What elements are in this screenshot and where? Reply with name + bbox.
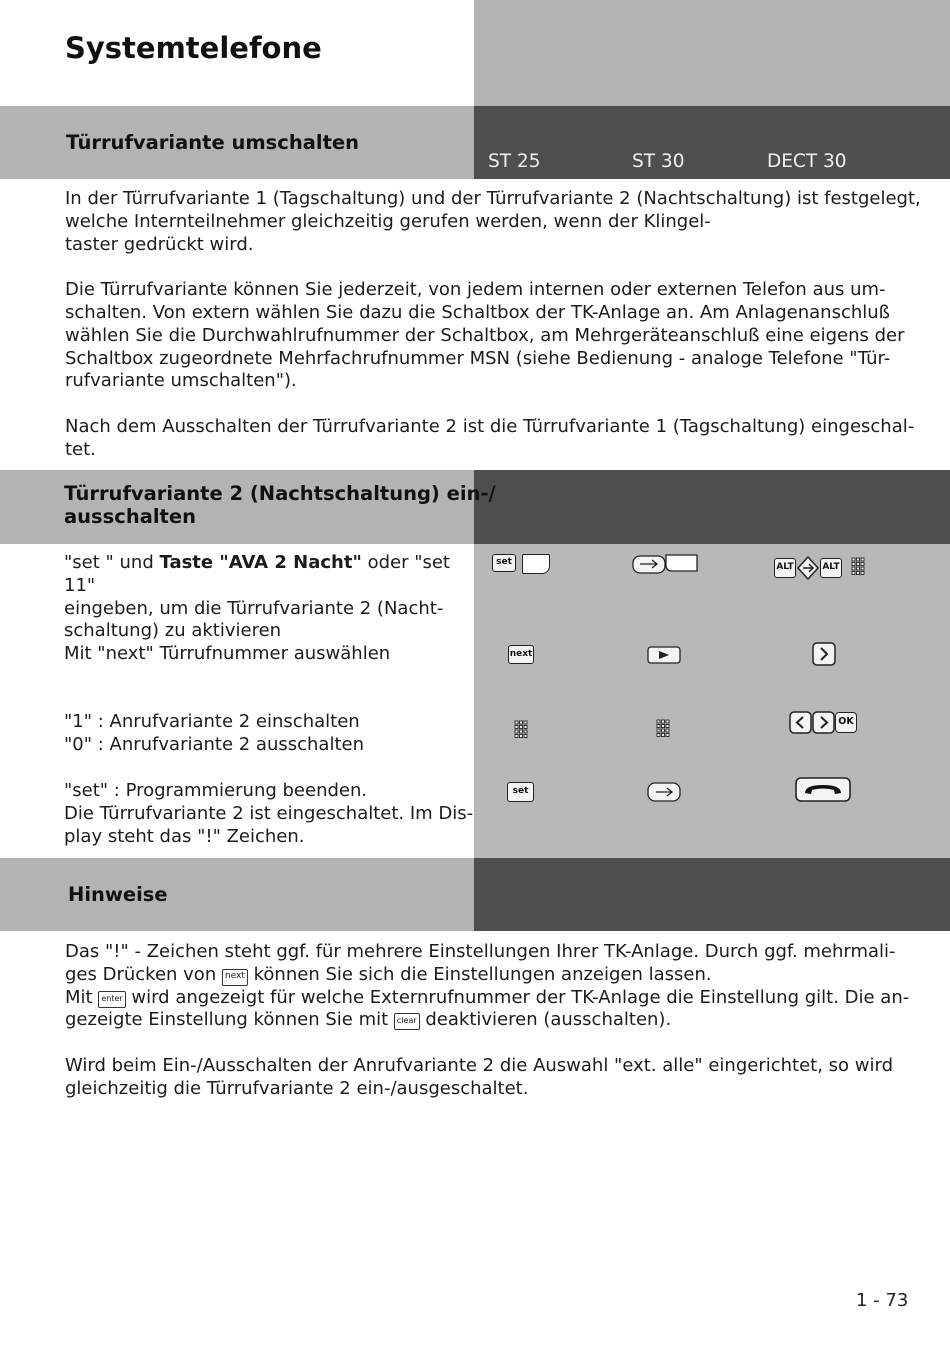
text-line: welche Internteilnehmer gleichzeitig gerufen werden, wenn der Klingel-	[65, 210, 711, 232]
text-line: In der Türrufvariante 1 (Tagschaltung) und der Türrufvariante 2 (Nachtschaltung) ist festgelegt,	[65, 188, 921, 209]
text-line: ges Drücken von	[65, 963, 222, 985]
header-right-panel	[474, 0, 950, 106]
step-digit	[64, 711, 364, 757]
section1-paragraph	[65, 279, 935, 393]
text-line: Nach dem Ausschalten der Türrufvariante 2 ist die Türrufvariante 1 (Tagschaltung) eingeschal-	[65, 415, 915, 437]
alt-key-icon: ALT	[820, 558, 842, 578]
key-column-panel	[474, 544, 950, 858]
set-key-icon: set	[507, 782, 534, 802]
step-finish	[64, 780, 474, 848]
function-key-icon	[522, 554, 550, 574]
model-st30: ST 30	[632, 151, 685, 172]
step-text: oder "set 11"	[64, 552, 450, 596]
step-next: Mit "next" Türrufnummer auswählen	[64, 643, 391, 664]
right-arrow-key-icon	[812, 711, 836, 735]
page-number: 1 - 73	[856, 1290, 909, 1311]
text-line: gezeigte Einstellung können Sie mit	[65, 1009, 394, 1031]
right-arrow-key-icon	[812, 642, 836, 666]
step-key-name: Taste "AVA 2 Nacht"	[159, 552, 362, 573]
step-activate	[64, 552, 472, 643]
text-line: Mit	[65, 986, 99, 1008]
step-text: Die Türrufvariante 2 ist eingeschaltet. Im Dis-	[64, 802, 474, 824]
arrow-key-icon	[647, 782, 681, 802]
section1-model-band	[474, 106, 950, 179]
section3-body	[65, 941, 935, 1123]
ok-key-icon: OK	[835, 712, 857, 733]
keypad-icon	[514, 720, 528, 740]
section1-title: Türrufvariante umschalten	[66, 131, 359, 154]
text-line: deaktivieren (ausschalten).	[419, 1009, 672, 1031]
text-line: Wird beim Ein-/Ausschalten der Anrufvariante 2 die Auswahl "ext. alle" eingerichtet, so wird	[65, 1054, 894, 1076]
diamond-switch-icon	[797, 556, 819, 580]
alt-key-icon: ALT	[774, 558, 796, 578]
text-line: wird angezeigt für welche Externrufnummer der TK-Anlage die Einstellung gilt. Die an-	[125, 986, 910, 1008]
hang-up-key-icon	[795, 777, 851, 803]
arrow-key-icon	[632, 553, 698, 575]
section1-paragraph	[65, 416, 935, 462]
left-arrow-key-icon	[789, 711, 813, 735]
step-text: "1" : Anrufvariante 2 einschalten	[64, 711, 360, 732]
text-line: rufvariante umschalten").	[65, 370, 297, 392]
notes-paragraph	[65, 1055, 935, 1101]
next-key-icon: next	[508, 645, 534, 664]
section3-title: Hinweise	[68, 883, 168, 906]
section2-title	[64, 482, 496, 528]
step-text: schaltung) zu aktivieren	[64, 620, 282, 642]
model-dect30: DECT 30	[767, 151, 847, 172]
text-line: Die Türrufvariante können Sie jederzeit, von jedem internen oder externen Telefon aus um-	[65, 279, 886, 301]
next-key-icon: next	[222, 969, 248, 986]
section1-body	[65, 188, 935, 484]
step-text: eingeben, um die Türrufvariante 2 (Nacht-	[64, 597, 444, 619]
title-line: Türrufvariante 2 (Nachtschaltung) ein-/	[64, 482, 496, 505]
text-line: Das "!" - Zeichen steht ggf. für mehrere Einstellungen Ihrer TK-Anlage. Durch ggf. mehrmali-	[65, 941, 896, 962]
clear-key-icon: clear	[394, 1013, 420, 1030]
model-st25: ST 25	[488, 151, 541, 172]
set-key-icon: set	[492, 554, 516, 572]
text-line: tet.	[65, 438, 96, 460]
section1-paragraph	[65, 188, 935, 256]
title-line: ausschalten	[64, 505, 196, 528]
step-text: "set" : Programmierung beenden.	[64, 780, 368, 801]
page-title: Systemtelefone	[65, 31, 322, 65]
section3-dark-band	[474, 858, 950, 931]
enter-key-icon: enter	[98, 991, 125, 1008]
step-text: "0" : Anrufvariante 2 ausschalten	[64, 733, 365, 755]
text-line: taster gedrückt wird.	[65, 233, 254, 255]
keypad-icon	[851, 557, 865, 577]
keypad-icon	[656, 719, 670, 739]
notes-paragraph	[65, 941, 935, 1032]
text-line: Schaltbox zugeordnete Mehrfachrufnummer MSN (siehe Bedienung - analoge Telefone "Tür-	[65, 347, 891, 369]
text-line: können Sie sich die Einstellungen anzeigen lassen.	[247, 963, 712, 985]
text-line: gleichzeitig die Türrufvariante 2 ein-/ausgeschaltet.	[65, 1077, 529, 1099]
step-text: "set " und	[64, 552, 160, 573]
text-line: wählen Sie die Durchwahlrufnummer der Schaltbox, am Mehrgeräteanschluß eine eigens der	[65, 324, 905, 346]
text-line: schalten. Von extern wählen Sie dazu die Schaltbox der TK-Anlage an. Am Anlagenanschluß	[65, 301, 891, 323]
play-key-icon	[647, 646, 681, 664]
step-text: play steht das "!" Zeichen.	[64, 825, 305, 847]
